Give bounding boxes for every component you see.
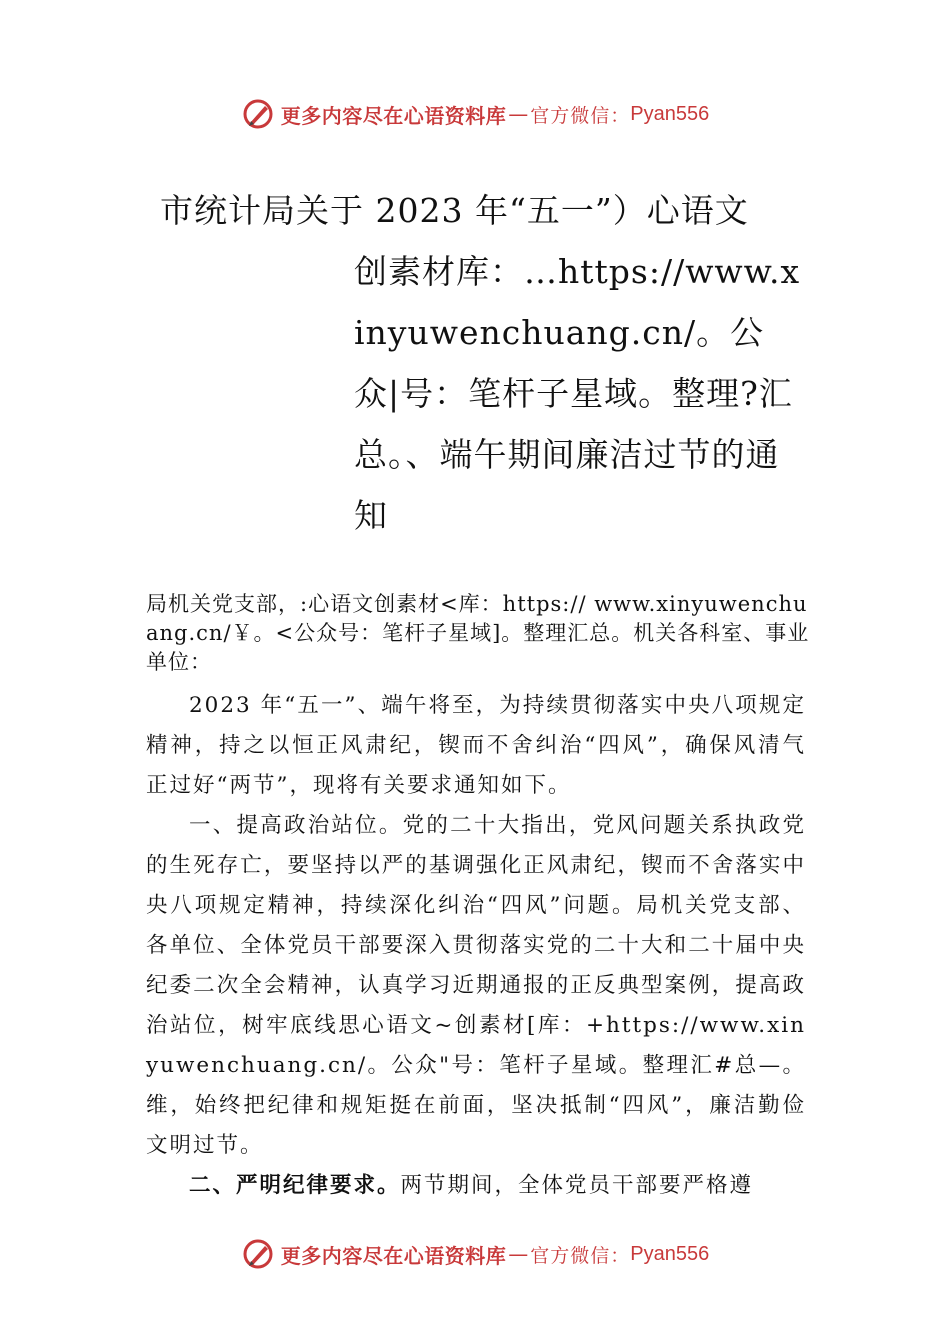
section-2-heading: 二、严明纪律要求。 — [189, 1173, 401, 1198]
pen-logo-icon — [241, 97, 275, 131]
banner-wechat-id: Pyan556 — [630, 1242, 710, 1265]
banner-wechat-label: 官方微信： — [530, 1244, 631, 1267]
banner-dash: — — [508, 1242, 529, 1266]
title-continuation: 创素材库：…https://www.xinyuwenchuang.cn/。公众|号：笔杆子星域。整理?汇总。、端午期间廉洁过节的通知 — [354, 252, 801, 535]
addressee: 局机关党支部，:心语文创素材<库：https:// www.xinyuwenchuang.cn/￥。<公众号：笔杆子星域]。整理汇总。机关各科室、事业单位： — [146, 592, 810, 674]
document-body — [146, 686, 806, 1206]
paragraph-section-2 — [146, 1166, 806, 1206]
footer-watermark-banner — [0, 1232, 950, 1276]
title-line-1: 市统计局关于 2023 年“五一”）心语文 — [160, 191, 749, 230]
section-2-text: 两节期间，全体党员干部要严格遵 — [400, 1173, 754, 1198]
header-watermark-banner — [0, 92, 950, 136]
paragraph-section-1: 一、提高政治站位。党的二十大指出，党风问题关系执政党的生死存亡，要坚持以严的基调强化正风肃纪，锲而不舍落实中央八项规定精神，持续深化纠治“四风”问题。局机关党支部、各单位、全体党员干部要深入贯彻落实党的二十大和二十届中央纪委二次全会精神，认真学习近期通报的正反典型案例，提高政治站位，树牢底线思心语文~创素材[库：+https://www.xinyuwenchuang.cn/。公众"号：笔杆子星域。整理汇#总—。维，始终把纪律和规矩挺在前面，坚决抵制“四风”，廉洁勤俭文明过节。 — [146, 813, 806, 1158]
banner-wechat-id: Pyan556 — [630, 102, 710, 125]
pen-logo-icon — [241, 1237, 275, 1271]
paragraph-intro: 2023 年“五一”、端午将至，为持续贯彻落实中央八项规定精神，持之以恒正风肃纪，锲而不舍纠治“四风”，确保风清气正过好“两节”，现将有关要求通知如下。 — [146, 693, 806, 798]
banner-main-text: 更多内容尽在心语资料库 — [280, 103, 507, 128]
banner-wechat-label: 官方微信： — [530, 104, 631, 127]
banner-dash: — — [508, 102, 529, 126]
banner-main-text: 更多内容尽在心语资料库 — [280, 1243, 507, 1268]
document-title — [160, 180, 810, 546]
